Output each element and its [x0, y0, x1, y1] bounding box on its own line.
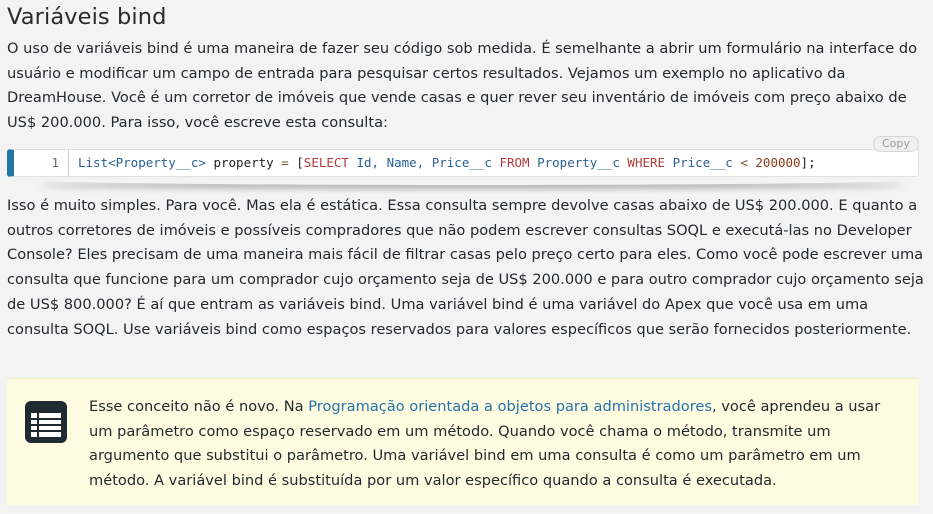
code-token: WHERE	[627, 155, 666, 170]
intro-paragraph: O uso de variáveis bind é uma maneira de fazer seu código sob medida. É semelhante a abrir um formulário na interface do usuário e modificar um campo de entrada para pesquisar certos resultados. Vejamos um exemplo no aplicativo da DreamHouse. Você é um corretor de imóveis que vende casas e quer rever seu inventário de imóveis com preço abaixo de US$ 200.000. Para isso, você escreve esta consulta:	[7, 40, 918, 132]
code-token: 200000	[755, 155, 801, 170]
code-token: =	[281, 155, 289, 170]
section-heading: Variáveis bind	[7, 4, 167, 30]
code-token: ];	[800, 155, 816, 170]
code-token: FROM	[499, 155, 530, 170]
code-token: Id, Name, Price__c	[348, 155, 500, 170]
note-text-after: , você aprendeu a usar um parâmetro como espaço reservado em um método. Quando você chama o método, transmite um argumento que substitui o parâmetro. Uma variável bind em uma consulta é como um parâmetro em um método. A variável bind é substituída por um valor específico quando a consulta é executada.	[89, 398, 881, 490]
line-number: 1	[14, 150, 69, 176]
code-block	[7, 137, 919, 177]
code-token: SELECT	[303, 155, 349, 170]
code-token: [	[288, 155, 304, 170]
code-token: <	[740, 155, 748, 170]
code-token: List<Property__c>	[78, 155, 206, 170]
code-box	[7, 149, 919, 177]
code-token: Price__c	[665, 155, 741, 170]
table-icon	[24, 400, 68, 444]
code-line[interactable]	[78, 150, 816, 176]
copy-button[interactable]: Copy	[873, 136, 919, 152]
oop-admin-link[interactable]: Programação orientada a objetos para administradores	[308, 398, 712, 415]
note-text-before: Esse conceito não é novo. Na	[89, 398, 309, 415]
body-paragraph: Isso é muito simples. Para você. Mas ela é estática. Essa consulta sempre devolve casas abaixo de US$ 200.000. E quanto a outros corretores de imóveis e possíveis compradores que não podem escrever consultas SOQL e executá-las no Developer Console? Eles precisam de uma maneira mais fácil de filtrar casas pelo preço certo para eles. Como você pode escrever uma consulta que funcione para um comprador cujo orçamento seja de US$ 200.000 e para outro comprador cujo orçamento seja de US$ 800.000? É aí que entram as variáveis bind. Uma variável bind é uma variável do Apex que você usa em uma consulta SOQL. Use variáveis bind como espaços reservados para valores específicos que serão fornecidos posteriormente.	[7, 197, 924, 338]
code-token: Property__c	[529, 155, 628, 170]
note-callout	[7, 378, 919, 505]
code-token: property	[205, 155, 282, 170]
note-text	[89, 395, 894, 494]
